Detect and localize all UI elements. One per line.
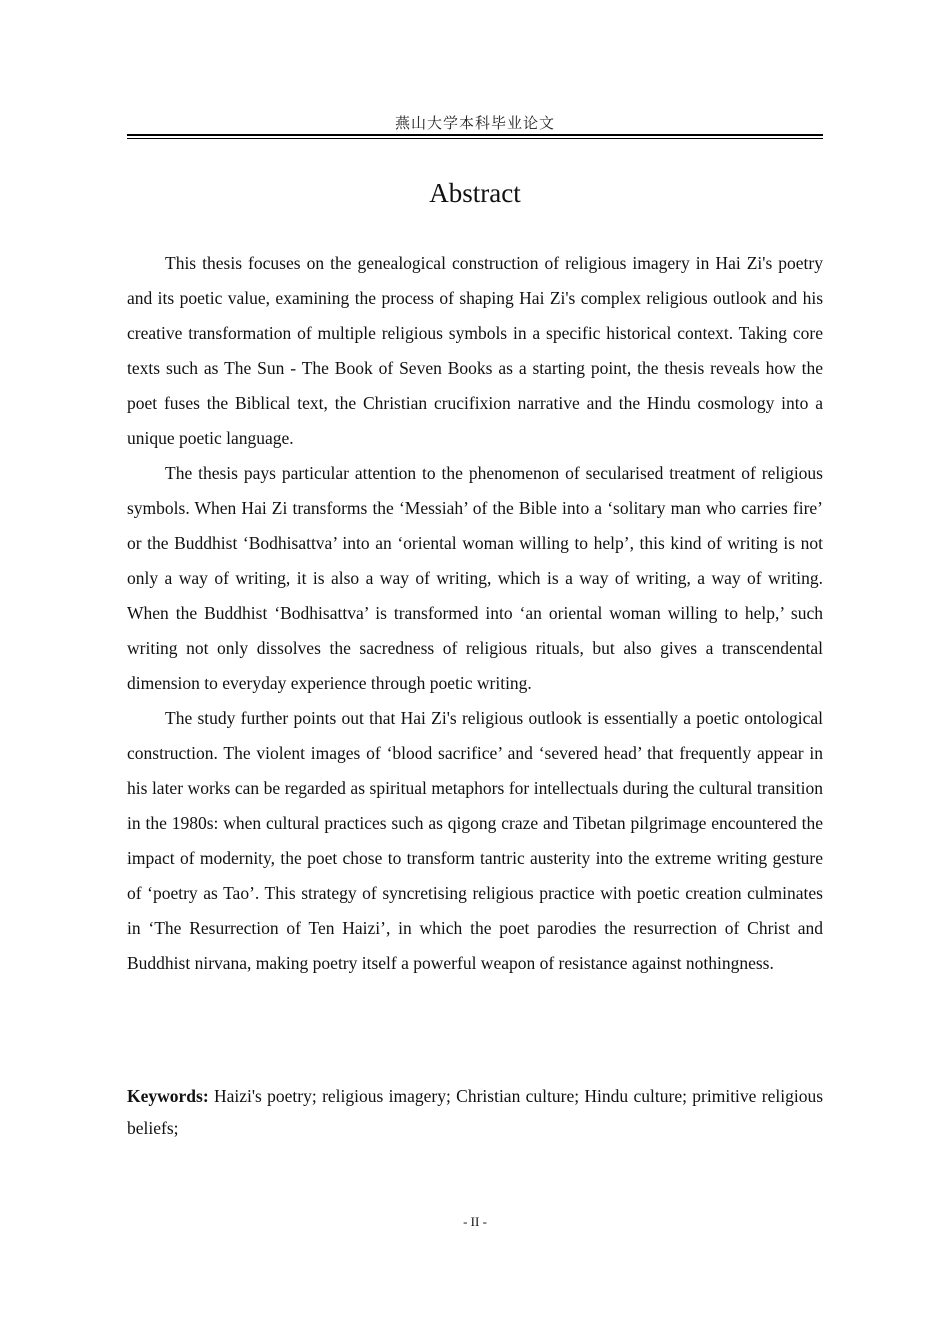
keywords-label: Keywords: xyxy=(127,1086,209,1106)
running-header: 燕山大学本科毕业论文 xyxy=(394,114,555,132)
keywords-text: Haizi's poetry; religious imagery; Christian culture; Hindu culture; primitive religious beliefs; xyxy=(127,1086,823,1138)
keywords xyxy=(127,1080,823,1144)
abstract-paragraph-1: This thesis focuses on the genealogical construction of religious imagery in Hai Zi's poetry and its poetic value, examining the process of shaping Hai Zi's complex religious outlook and his creative transformation of multiple religious symbols in a specific historical context. Taking core texts such as The Sun - The Book of Seven Books as a starting point, the thesis reveals how the poet fuses the Biblical text, the Christian crucifixion narrative and the Hindu cosmology into a unique poetic language. xyxy=(127,253,823,448)
page-number: - II - xyxy=(463,1214,487,1229)
abstract-body xyxy=(127,246,823,981)
abstract-title: Abstract xyxy=(429,178,521,208)
header-rule-thin xyxy=(127,138,823,139)
header-rule-thick xyxy=(127,134,823,136)
abstract-paragraph-2: The thesis pays particular attention to the phenomenon of secularised treatment of religious symbols. When Hai Zi transforms the ‘Messiah’ of the Bible into a ‘solitary man who carries fire’ or the Buddhist ‘Bodhisattva’ into an ‘oriental woman willing to help’, this kind of writing is not only a way of writing, it is also a way of writing, which is a way of writing, a way of writing. When the Buddhist ‘Bodhisattva’ is transformed into ‘an oriental woman willing to help,’ such writing not only dissolves the sacredness of religious rituals, but also gives a transcendental dimension to everyday experience through poetic writing. xyxy=(127,463,823,693)
abstract-paragraph-3: The study further points out that Hai Zi's religious outlook is essentially a poetic ontological construction. The violent images of ‘blood sacrifice’ and ‘severed head’ that frequently appear in his later works can be regarded as spiritual metaphors for intellectuals during the cultural transition in the 1980s: when cultural practices such as qigong craze and Tibetan pilgrimage encountered the impact of modernity, the poet chose to transform tantric austerity into the extreme writing gesture of ‘poetry as Tao’. This strategy of syncretising religious practice with poetic creation culminates in ‘The Resurrection of Ten Haizi’, in which the poet parodies the resurrection of Christ and Buddhist nirvana, making poetry itself a powerful weapon of resistance against nothingness. xyxy=(127,708,823,973)
